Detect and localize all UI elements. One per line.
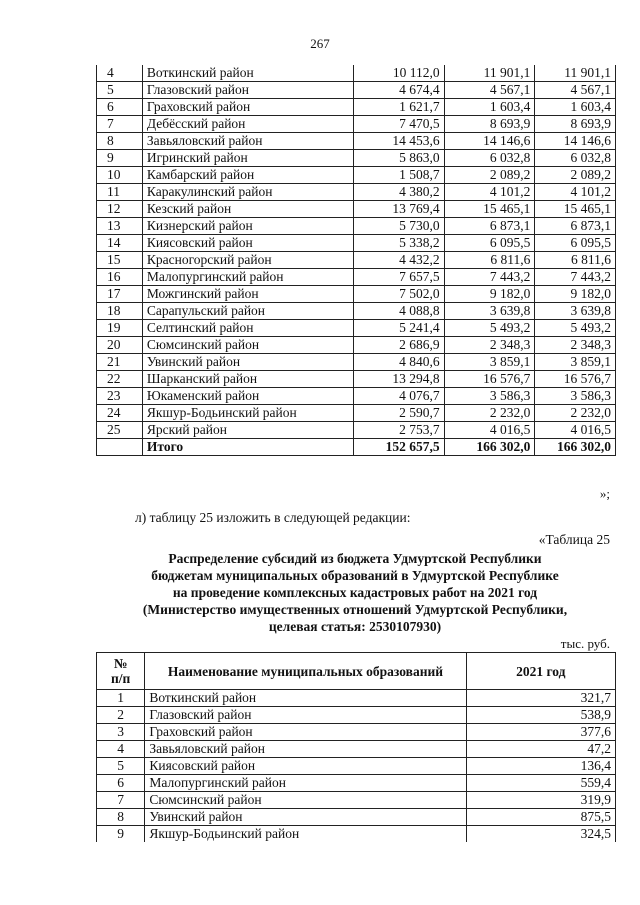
municipality-name: Сюмсинский район [145,792,466,809]
table-row [97,99,616,116]
value-col1: 4 674,4 [353,82,444,99]
row-number: 25 [97,422,143,439]
year-value: 321,7 [466,690,615,707]
value-col1: 4 380,2 [353,184,444,201]
value-col3: 3 639,8 [535,303,616,320]
value-col1: 5 730,0 [353,218,444,235]
value-col3: 2 089,2 [535,167,616,184]
municipality-name: Ярский район [142,422,353,439]
amendment-instruction: л) таблицу 25 изложить в следующей редакции: [135,510,411,525]
header-row [97,653,616,690]
row-number: 10 [97,167,143,184]
table-row [97,65,616,82]
municipality-name: Якшур-Бодьинский район [145,826,466,843]
value-col1: 2 686,9 [353,337,444,354]
value-col2: 6 095,5 [444,235,535,252]
table-row [97,371,616,388]
municipality-name: Дебёсский район [142,116,353,133]
row-number: 9 [97,826,145,843]
value-col1: 5 241,4 [353,320,444,337]
municipality-name: Киясовский район [145,758,466,775]
table-row [97,690,616,707]
table-row [97,758,616,775]
value-col2: 9 182,0 [444,286,535,303]
municipality-name: Сарапульский район [142,303,353,320]
table-title [90,550,620,635]
value-col1: 13 294,8 [353,371,444,388]
title-line: Распределение субсидий из бюджета Удмуртской Республики [168,551,542,566]
total-col3: 166 302,0 [535,439,616,456]
value-col3: 4 567,1 [535,82,616,99]
municipality-name: Граховский район [145,724,466,741]
year-value: 875,5 [466,809,615,826]
value-col2: 3 859,1 [444,354,535,371]
row-number: 5 [97,82,143,99]
header-municipality: Наименование муниципальных образований [145,653,466,690]
year-value: 319,9 [466,792,615,809]
year-value: 538,9 [466,707,615,724]
value-col3: 1 603,4 [535,99,616,116]
title-line: целевая статья: 2530107930) [268,619,442,634]
municipality-name: Малопургинский район [142,269,353,286]
table-row [97,792,616,809]
year-value: 324,5 [466,826,615,843]
municipality-name: Увинский район [142,354,353,371]
total-col2: 166 302,0 [444,439,535,456]
title-line: (Министерство имущественных отношений Удмуртской Республики, [142,602,568,617]
value-col1: 13 769,4 [353,201,444,218]
row-number: 23 [97,388,143,405]
value-col3: 6 873,1 [535,218,616,235]
value-col2: 15 465,1 [444,201,535,218]
value-col2: 11 901,1 [444,65,535,82]
subsidy-table-25 [96,652,616,842]
row-number: 13 [97,218,143,235]
value-col3: 4 101,2 [535,184,616,201]
municipality-name: Можгинский район [142,286,353,303]
value-col2: 7 443,2 [444,269,535,286]
value-col1: 1 621,7 [353,99,444,116]
value-col2: 4 567,1 [444,82,535,99]
table-row [97,218,616,235]
row-number: 3 [97,724,145,741]
table-row [97,133,616,150]
value-col2: 3 586,3 [444,388,535,405]
value-col2: 3 639,8 [444,303,535,320]
table-row [97,354,616,371]
municipality-name: Глазовский район [145,707,466,724]
table-row [97,337,616,354]
table2-body [97,690,616,843]
value-col1: 7 657,5 [353,269,444,286]
total-label: Итого [142,439,353,456]
header-number-line1: № [113,656,128,671]
table-row [97,167,616,184]
value-col3: 16 576,7 [535,371,616,388]
value-col1: 2 590,7 [353,405,444,422]
municipality-name: Кизнерский район [142,218,353,235]
value-col3: 7 443,2 [535,269,616,286]
municipality-name: Красногорский район [142,252,353,269]
table-row [97,826,616,843]
header-number [97,653,145,690]
value-col1: 4 840,6 [353,354,444,371]
year-value: 377,6 [466,724,615,741]
municipality-name: Каракулинский район [142,184,353,201]
table-row [97,286,616,303]
value-col3: 15 465,1 [535,201,616,218]
header-number-line2: п/п [111,671,131,686]
row-number: 16 [97,269,143,286]
value-col3: 11 901,1 [535,65,616,82]
table-row [97,82,616,99]
table-row [97,422,616,439]
value-col1: 1 508,7 [353,167,444,184]
value-col1: 4 076,7 [353,388,444,405]
table-row [97,269,616,286]
value-col2: 1 603,4 [444,99,535,116]
municipality-name: Завьяловский район [142,133,353,150]
municipality-name: Увинский район [145,809,466,826]
table-row [97,235,616,252]
value-col3: 3 859,1 [535,354,616,371]
value-col3: 9 182,0 [535,286,616,303]
table-row [97,201,616,218]
row-number: 8 [97,809,145,826]
value-col3: 4 016,5 [535,422,616,439]
municipality-name: Сюмсинский район [142,337,353,354]
row-number: 4 [97,741,145,758]
title-line: бюджетам муниципальных образований в Удмуртской Республике [151,568,559,583]
value-col3: 2 232,0 [535,405,616,422]
row-number: 6 [97,99,143,116]
row-number: 4 [97,65,143,82]
value-col2: 2 348,3 [444,337,535,354]
total-col1: 152 657,5 [353,439,444,456]
value-col2: 5 493,2 [444,320,535,337]
value-col3: 8 693,9 [535,116,616,133]
year-value: 47,2 [466,741,615,758]
municipality-name: Юкаменский район [142,388,353,405]
row-number: 12 [97,201,143,218]
row-number: 8 [97,133,143,150]
municipality-name: Граховский район [142,99,353,116]
value-col2: 6 032,8 [444,150,535,167]
row-number: 5 [97,758,145,775]
row-number: 22 [97,371,143,388]
value-col3: 5 493,2 [535,320,616,337]
row-number: 11 [97,184,143,201]
row-number: 6 [97,775,145,792]
table-row [97,116,616,133]
value-col3: 6 811,6 [535,252,616,269]
value-col3: 14 146,6 [535,133,616,150]
row-number: 7 [97,116,143,133]
table-row [97,320,616,337]
value-col1: 2 753,7 [353,422,444,439]
table-row [97,303,616,320]
year-value: 136,4 [466,758,615,775]
value-col1: 4 432,2 [353,252,444,269]
municipality-name: Селтинский район [142,320,353,337]
unit-label: тыс. руб. [560,636,610,651]
closing-quote: »; [599,486,610,501]
total-number-cell [97,439,143,456]
year-value: 559,4 [466,775,615,792]
value-col3: 6 032,8 [535,150,616,167]
value-col2: 8 693,9 [444,116,535,133]
value-col1: 14 453,6 [353,133,444,150]
municipality-name: Камбарский район [142,167,353,184]
value-col2: 6 873,1 [444,218,535,235]
row-number: 2 [97,707,145,724]
row-number: 24 [97,405,143,422]
value-col1: 7 470,5 [353,116,444,133]
value-col1: 5 338,2 [353,235,444,252]
value-col1: 7 502,0 [353,286,444,303]
row-number: 19 [97,320,143,337]
value-col2: 4 101,2 [444,184,535,201]
table-row [97,184,616,201]
total-row [97,439,616,456]
table-row [97,388,616,405]
value-col1: 10 112,0 [353,65,444,82]
value-col3: 3 586,3 [535,388,616,405]
title-line: на проведение комплексных кадастровых работ на 2021 год [172,585,538,600]
municipality-name: Кезский район [142,201,353,218]
municipality-name: Якшур-Бодьинский район [142,405,353,422]
row-number: 17 [97,286,143,303]
value-col2: 4 016,5 [444,422,535,439]
table-row [97,809,616,826]
table-row [97,775,616,792]
municipality-name: Воткинский район [142,65,353,82]
municipality-name: Малопургинский район [145,775,466,792]
table-row [97,252,616,269]
municipality-name: Глазовский район [142,82,353,99]
municipality-name: Шарканский район [142,371,353,388]
table-row [97,741,616,758]
table2-header [97,653,616,690]
row-number: 18 [97,303,143,320]
value-col1: 5 863,0 [353,150,444,167]
subsidy-table-continued [96,65,616,456]
value-col2: 2 232,0 [444,405,535,422]
value-col2: 6 811,6 [444,252,535,269]
row-number: 9 [97,150,143,167]
row-number: 15 [97,252,143,269]
value-col3: 2 348,3 [535,337,616,354]
municipality-name: Киясовский район [142,235,353,252]
row-number: 20 [97,337,143,354]
municipality-name: Воткинский район [145,690,466,707]
table1-body [97,65,616,456]
page-number: 267 [310,36,330,51]
table-row [97,724,616,741]
row-number: 21 [97,354,143,371]
value-col2: 16 576,7 [444,371,535,388]
municipality-name: Игринский район [142,150,353,167]
row-number: 1 [97,690,145,707]
row-number: 7 [97,792,145,809]
value-col1: 4 088,8 [353,303,444,320]
table-reference: «Таблица 25 [538,532,610,547]
row-number: 14 [97,235,143,252]
municipality-name: Завьяловский район [145,741,466,758]
value-col3: 6 095,5 [535,235,616,252]
value-col2: 14 146,6 [444,133,535,150]
table-row [97,150,616,167]
value-col2: 2 089,2 [444,167,535,184]
table-row [97,707,616,724]
table-row [97,405,616,422]
header-year: 2021 год [466,653,615,690]
